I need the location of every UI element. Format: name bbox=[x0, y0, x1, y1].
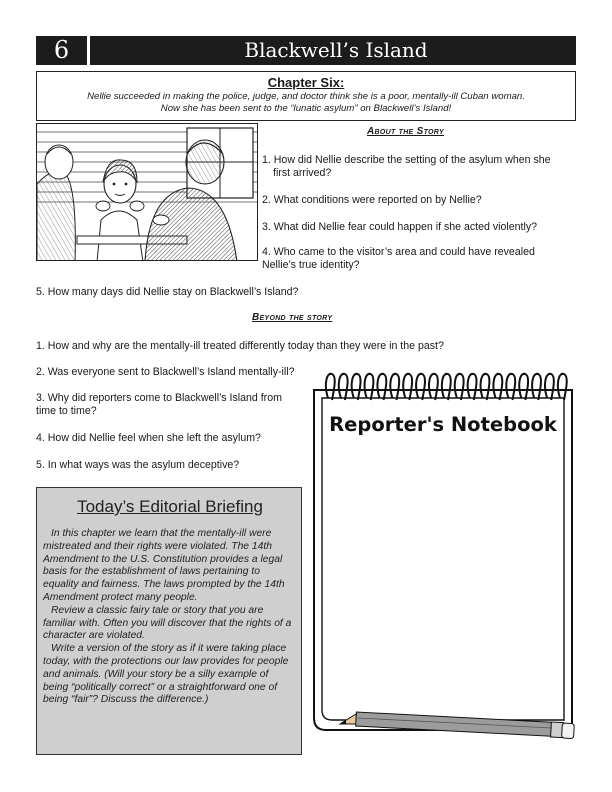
briefing-paragraph-3: Write a version of the story as if it were taking place today, with the protections our law provides for people and animals. (Will your story be a silly example of being “politically correct” or a straightforward one of being “fair”? Discuss the difference.) bbox=[43, 643, 289, 706]
about-question-4 bbox=[262, 246, 580, 259]
about-question-1-line1: 1. How did Nellie describe the setting of the asylum when she bbox=[262, 154, 551, 166]
notebook-title: Reporter's Notebook bbox=[329, 413, 557, 436]
briefing-paragraph-2: Review a classic fairy tale or story that you are familiar with. Often you will discover that the rights of a character are violated. bbox=[43, 604, 292, 642]
beyond-question-3-line1: 3. Why did reporters come to Blackwell’s Island from bbox=[36, 392, 282, 404]
briefing-paragraph-1: In this chapter we learn that the mentally-ill were mistreated and their rights were violated. The 14th Amendment to the U.S. Constitution provides a legal basis for the establishment of laws pertaining to equality and fairness. The laws prompted by the 14th Amendment protect many people. bbox=[43, 528, 285, 603]
beyond-heading: Beyond the story bbox=[252, 312, 333, 323]
about-question-3 bbox=[262, 221, 580, 234]
about-question-3-line1: 3. What did Nellie fear could happen if she acted violently? bbox=[262, 221, 538, 233]
about-heading: About the Story bbox=[367, 126, 444, 137]
beyond-question-1 bbox=[36, 340, 576, 353]
about-question-1-line2: first arrived? bbox=[273, 167, 332, 179]
briefing-text bbox=[43, 528, 295, 707]
illustration-drawing bbox=[37, 124, 258, 261]
beyond-question-5-line1: 5. In what ways was the asylum deceptive? bbox=[36, 459, 240, 471]
editorial-briefing-box bbox=[36, 487, 302, 755]
chapter-box bbox=[36, 71, 576, 121]
beyond-question-3-line2: time to time? bbox=[36, 405, 97, 417]
about-question-4-line1: 4. Who came to the visitor’s area and could have revealed bbox=[262, 246, 535, 258]
beyond-question-2 bbox=[36, 366, 306, 379]
chapter-heading: Chapter Six: bbox=[267, 75, 345, 90]
briefing-title: Today’s Editorial Briefing bbox=[77, 497, 263, 516]
beyond-question-4 bbox=[36, 432, 306, 445]
about-question-5 bbox=[36, 286, 576, 299]
page-title: Blackwell’s Island bbox=[244, 38, 428, 62]
story-illustration bbox=[36, 123, 258, 261]
page-number: 6 bbox=[36, 36, 90, 65]
about-question-4-line2: Nellie’s true identity? bbox=[262, 259, 360, 271]
about-question-2-line1: 2. What conditions were reported on by Nellie? bbox=[262, 194, 482, 206]
about-question-1 bbox=[262, 154, 580, 180]
beyond-question-2-line1: 2. Was everyone sent to Blackwell’s Island mentally-ill? bbox=[36, 366, 295, 378]
about-question-4-cont bbox=[262, 259, 580, 272]
beyond-question-3 bbox=[36, 392, 306, 418]
beyond-question-5 bbox=[36, 459, 306, 472]
beyond-question-1-line1: 1. How and why are the mentally-ill treated differently today than they were in the past? bbox=[36, 340, 444, 352]
chapter-summary: Nellie succeeded in making the police, judge, and doctor think she is a poor, mentally-ill Cuban woman. Now she has been sent to the “lunatic asylum” on Blackwell’s Island! bbox=[87, 91, 525, 114]
about-question-2 bbox=[262, 194, 580, 207]
beyond-question-4-line1: 4. How did Nellie feel when she left the asylum? bbox=[36, 432, 261, 444]
about-question-5-line1: 5. How many days did Nellie stay on Blackwell’s Island? bbox=[36, 286, 299, 298]
